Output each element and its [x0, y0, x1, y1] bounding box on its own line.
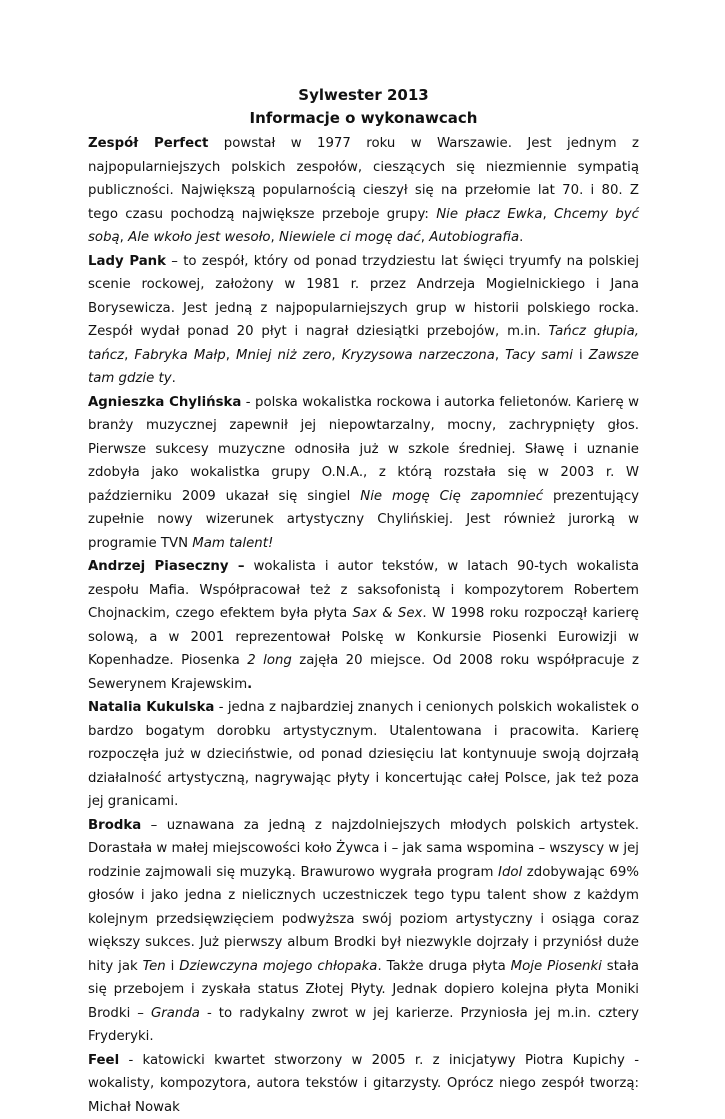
text: powstał w 1977 roku w Warszawie. Jest jednym z najpopularniejszych polskich zespołów, cieszących się niezmiennie sympatią publiczności. Największą popularnością cieszył się na przełomie lat 70. i 80. Z tego czasu pochodzą największe przeboje grupy:	[88, 136, 639, 222]
paragraph-lady-pank	[88, 250, 639, 391]
song-title: Niewiele ci mogę dać	[279, 230, 421, 245]
text: zdobywając 69% głosów i jako jedna z nielicznych uczestniczek tego typu talent show z każdym kolejnym przedsięwzięciem podwyższa swój poziom artystyczny i osiąga coraz większy sukces. Już pierwszy album Brodki był niezwykle dojrzały i przyniósł duże hity jak	[88, 865, 639, 974]
artist-name-kukulska: Natalia Kukulska	[88, 700, 214, 715]
text: - jedna z najbardziej znanych i cenionych polskich wokalistek o bardzo bogatym dorobku artystycznym. Utalentowana i pracowita. Karierę rozpoczęła już w dzieciństwie, od ponad dziesięciu lat kontynuuje swoją dojrzałą działalność artystyczną, nagrywając płyty i koncertując całej Polsce, jak też poza jej granicami.	[88, 700, 639, 809]
song-title: Kryzysowa narzeczona	[342, 348, 495, 363]
paragraph-brodka	[88, 814, 639, 1049]
artist-name-chylinska: Agnieszka Chylińska	[88, 395, 241, 410]
paragraph-chylinska	[88, 391, 639, 556]
program-title: Mam talent!	[192, 536, 273, 551]
paragraph-kukulska	[88, 696, 639, 814]
song-title: Nie mogę Cię zapomnieć	[360, 489, 543, 504]
song-title: Nie płacz Ewka	[436, 207, 542, 222]
artist-name-piaseczny: Andrzej Piaseczny –	[88, 559, 245, 574]
text: prezentujący zupełnie nowy wizerunek artystyczny Chylińskiej. Jest również jurorką w programie TVN	[88, 489, 639, 551]
paragraph-piaseczny	[88, 555, 639, 696]
text: i	[573, 348, 589, 363]
text: zajęła 20 miejsce. Od 2008 roku współpracuje z Sewerynem Krajewskim	[88, 653, 639, 692]
album-title: Sax & Sex	[352, 606, 422, 621]
document-title: Sylwester 2013	[88, 84, 639, 107]
document-page	[88, 84, 639, 1119]
text: wokalista i autor tekstów, w latach 90-tych wokalista zespołu Mafia. Współpracował też z saksofonistą i kompozytorem Robertem Chojnackim, czego efektem była płyta	[88, 559, 639, 621]
album-title: Granda	[151, 1006, 200, 1021]
text: ,	[495, 348, 505, 363]
program-title: Idol	[498, 865, 522, 880]
text: – uznawana za jedną z najzdolniejszych młodych polskich artystek. Dorastała w małej miejscowości koło Żywca i – jak sama wspomina – wszyscy w jej rodzinie zajmowali się muzyką. Brawurowo wygrała program	[88, 818, 639, 880]
song-title: 2 long	[247, 653, 292, 668]
text: . Także druga płyta	[377, 959, 510, 974]
text: - polska wokalistka rockowa i autorka felietonów. Karierę w branży muzycznej zapewnił jej niepowtarzalny, mocny, zachrypnięty głos. Pierwsze sukcesy muzyczne odnosiła już w szkole średniej. Sławę i uznanie zdobyła jako wokalistka grupy O.N.A., z którą rozstała się w 2003 r. W październiku 2009 ukazał się singiel	[88, 395, 639, 504]
song-title: Ale wkoło jest wesoło	[128, 230, 270, 245]
song-title: Ten	[143, 959, 166, 974]
paragraph-perfect	[88, 132, 639, 250]
text: ,	[331, 348, 341, 363]
song-title: Tacy sami	[505, 348, 573, 363]
text: ,	[120, 230, 128, 245]
document-subtitle: Informacje o wykonawcach	[88, 107, 639, 130]
song-title: Chcemy być sobą	[88, 207, 639, 246]
text: – to zespół, który od ponad trzydziestu lat święci tryumfy na polskiej scenie rockowej, założony w 1981 r. przez Andrzeja Mogielnickiego i Jana Borysewicza. Jest jedną z najpopularniejszych grup w historii polskiego rocka. Zespół wydał ponad 20 płyt i nagrał dziesiątki przebojów, m.in.	[88, 254, 639, 340]
song-title: Tańcz głupia, tańcz	[88, 324, 639, 363]
text: .	[519, 230, 523, 245]
artist-name-lady-pank: Lady Pank	[88, 254, 166, 269]
song-title: Zawsze tam gdzie ty	[88, 348, 639, 387]
album-title: Moje Piosenki	[511, 959, 602, 974]
song-title: Dziewczyna mojego chłopaka	[179, 959, 377, 974]
text: ,	[271, 230, 279, 245]
text: ,	[542, 207, 554, 222]
text: .	[247, 677, 252, 692]
text: ,	[226, 348, 236, 363]
song-title: Fabryka Małp	[134, 348, 225, 363]
song-title: Mniej niż zero	[236, 348, 331, 363]
text: ,	[421, 230, 429, 245]
text: .	[172, 371, 176, 386]
text: i	[166, 959, 180, 974]
artist-name-perfect: Zespół Perfect	[88, 136, 208, 151]
text: - to radykalny zwrot w jej karierze. Przyniosła jej m.in. cztery Fryderyki.	[88, 1006, 639, 1045]
artist-name-brodka: Brodka	[88, 818, 141, 833]
text: . W 1998 roku rozpoczął karierę solową, a w 2001 reprezentował Polskę w Konkursie Piosenki Eurowizji w Kopenhadze. Piosenka	[88, 606, 639, 668]
text: stała się przebojem i zyskała status Złotej Płyty. Jednak dopiero kolejna płyta Moniki Brodki –	[88, 959, 639, 1021]
artist-name-feel: Feel	[88, 1053, 119, 1068]
song-title: Autobiografia	[429, 230, 519, 245]
paragraph-feel	[88, 1049, 639, 1119]
text: - katowicki kwartet stworzony w 2005 r. z inicjatywy Piotra Kupichy - wokalisty, kompozytora, autora tekstów i gitarzysty. Oprócz niego zespół tworzą: Michał Nowak	[88, 1053, 639, 1115]
text: ,	[124, 348, 134, 363]
